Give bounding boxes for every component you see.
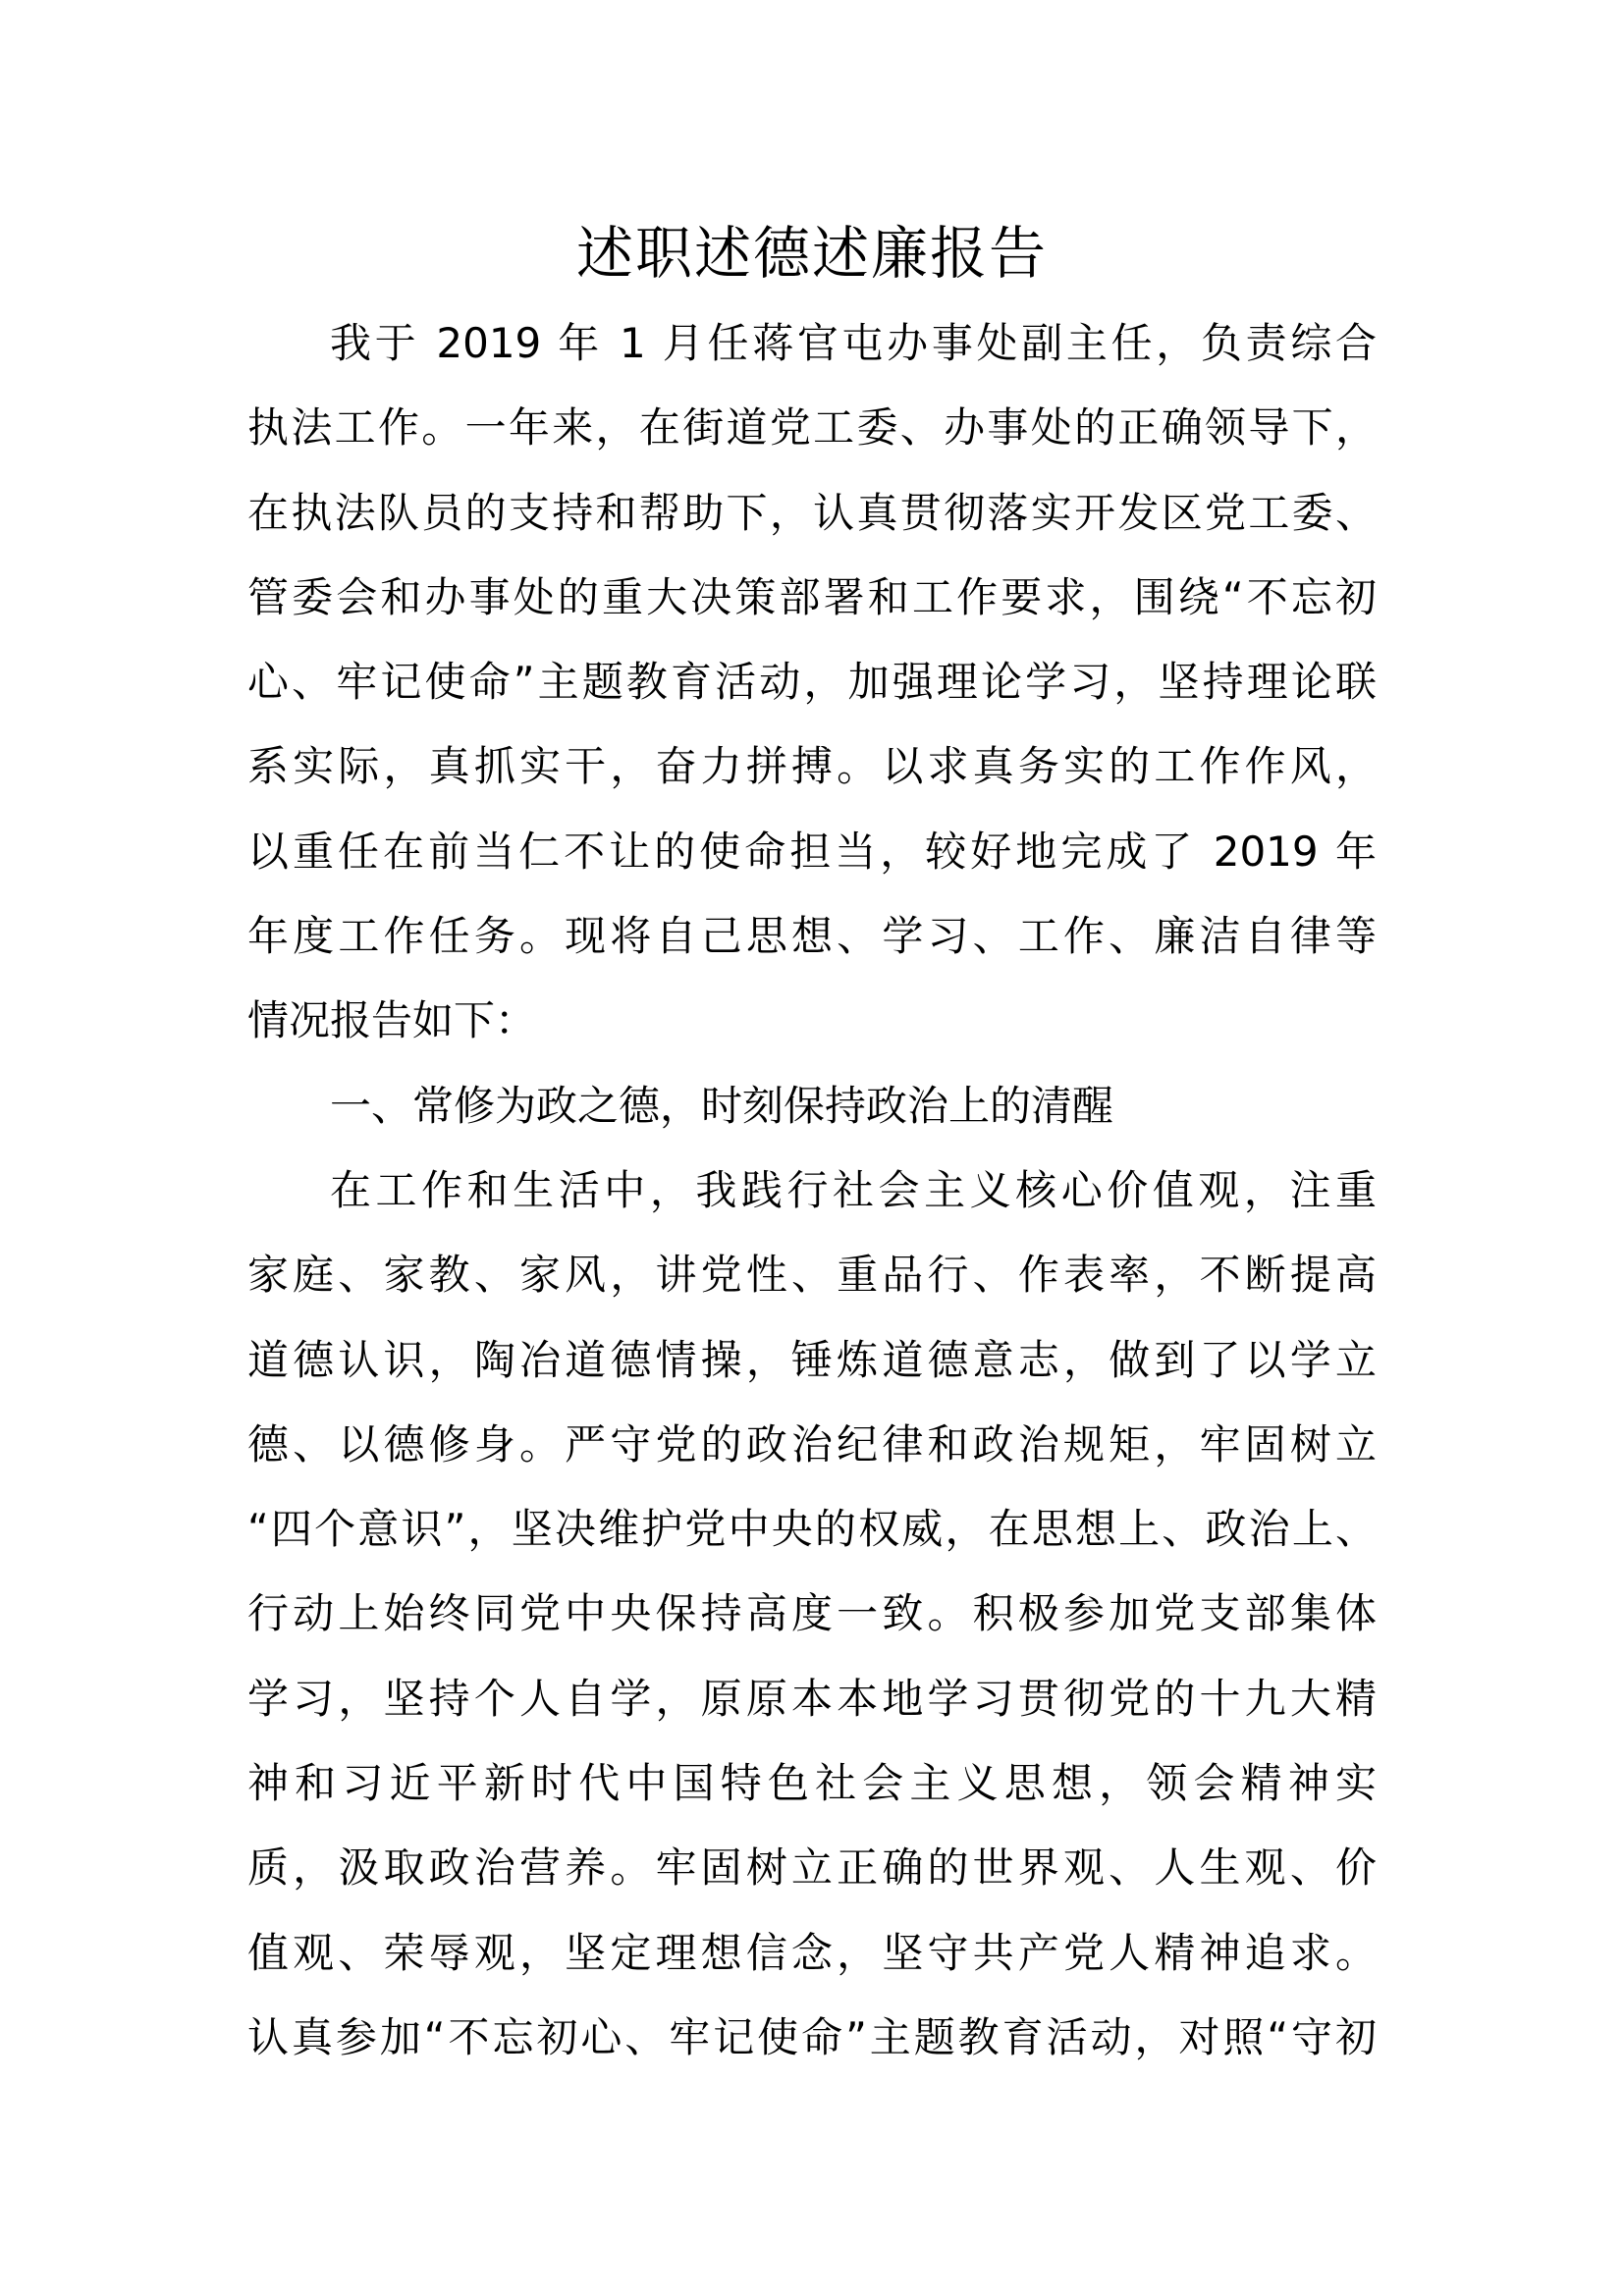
document-title: 述职述德述廉报告 xyxy=(575,220,1048,287)
text-line: 道德认识，陶冶道德情操，锤炼道德意志，做到了以学立 xyxy=(247,1335,1377,1384)
section-heading: 一、常修为政之德，时刻保持政治上的清醒 xyxy=(330,1081,1114,1130)
text-line: 在执法队员的支持和帮助下，认真贯彻落实开发区党工委、 xyxy=(247,488,1377,537)
text-line: 年度工作任务。现将自己思想、学习、工作、廉洁自律等 xyxy=(247,912,1377,961)
text-line: 心、牢记使命”主题教育活动，加强理论学习，坚持理论联 xyxy=(247,658,1377,707)
text-line: “四个意识”，坚决维护党中央的权威，在思想上、政治上、 xyxy=(247,1505,1377,1554)
text-line: 情况报告如下： xyxy=(247,996,537,1045)
text-line: 我于 2019 年 1 月任蒋官屯办事处副主任，负责综合 xyxy=(330,319,1377,367)
text-line: 认真参加“不忘初心、牢记使命”主题教育活动，对照“守初 xyxy=(247,2012,1377,2061)
text-line: 系实际，真抓实干，奋力拼搏。以求真务实的工作作风， xyxy=(247,742,1377,791)
text-line: 以重任在前当仁不让的使命担当，较好地完成了 2019 年 xyxy=(247,827,1377,876)
text-line: 行动上始终同党中央保持高度一致。积极参加党支部集体 xyxy=(247,1589,1377,1638)
text-line: 学习，坚持个人自学，原原本本地学习贯彻党的十九大精 xyxy=(247,1674,1377,1723)
text-line: 质，汲取政治营养。牢固树立正确的世界观、人生观、价 xyxy=(247,1843,1377,1893)
text-line: 家庭、家教、家风，讲党性、重品行、作表率，不断提高 xyxy=(247,1251,1377,1300)
text-line: 在工作和生活中，我践行社会主义核心价值观，注重 xyxy=(330,1165,1377,1214)
document-body xyxy=(247,301,1377,2080)
text-line: 值观、荣辱观，坚定理想信念，坚守共产党人精神追求。 xyxy=(247,1928,1377,1977)
text-line: 管委会和办事处的重大决策部署和工作要求，围绕“不忘初 xyxy=(247,572,1377,621)
text-line: 德、以德修身。严守党的政治纪律和政治规矩，牢固树立 xyxy=(247,1419,1377,1468)
text-line: 执法工作。一年来，在街道党工委、办事处的正确领导下， xyxy=(247,403,1377,453)
text-line: 神和习近平新时代中国特色社会主义思想，领会精神实 xyxy=(247,1759,1377,1808)
